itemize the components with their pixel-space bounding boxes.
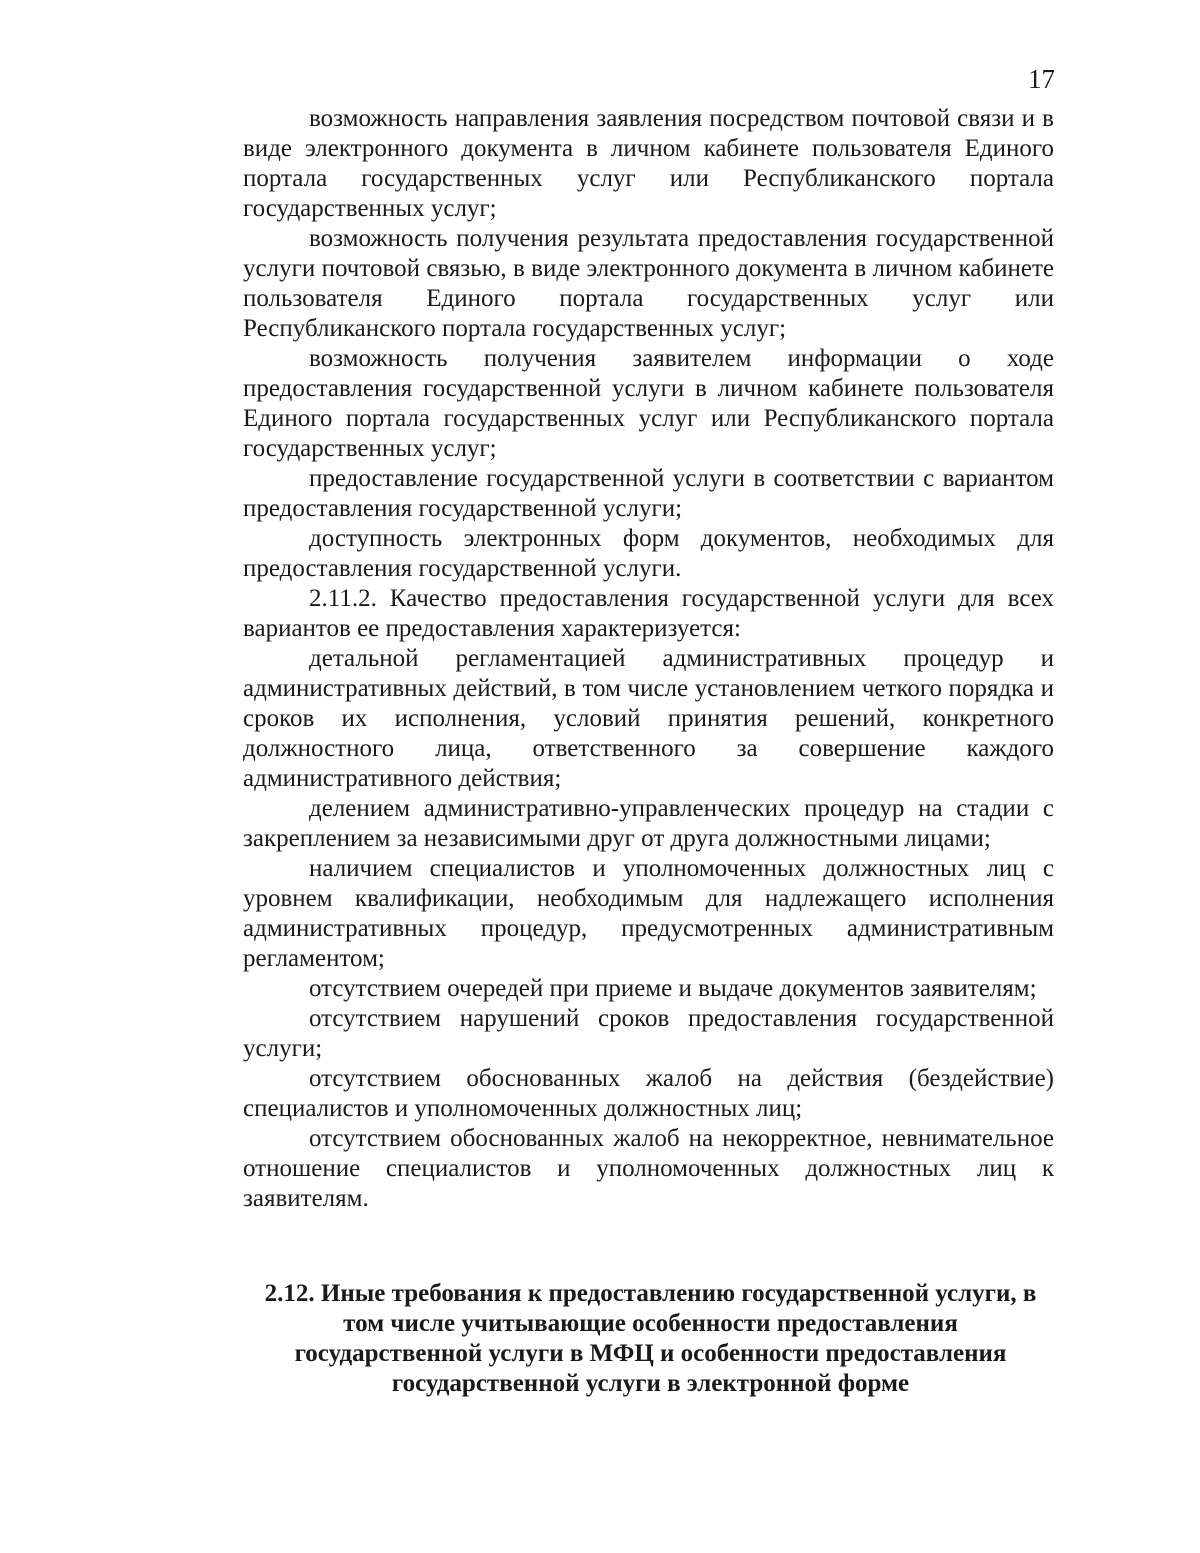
paragraph: детальной регламентацией административных процедур и административных действий, в том числе установлением четкого порядка и сроков их исполнения, условий принятия решений, конкретного должностного лица, ответственного за совершение каждого административного действия; [243,645,1054,792]
section-heading-line: государственной услуги в МФЦ и особенности предоставления [294,1340,1007,1367]
paragraph: наличием специалистов и уполномоченных должностных лиц с уровнем квалификации, необходимым для надлежащего исполнения административных процедур, предусмотренных административным регламентом; [243,855,1054,972]
paragraph: отсутствием обоснованных жалоб на некорректное, невнимательное отношение специалистов и уполномоченных должностных лиц к заявителям. [243,1125,1054,1212]
paragraph: предоставление государственной услуги в соответствии с вариантом предоставления государственной услуги; [243,465,1054,522]
paragraph: делением административно-управленческих процедур на стадии с закреплением за независимыми друг от друга должностными лицами; [243,795,1054,852]
paragraph: отсутствием обоснованных жалоб на действия (бездействие) специалистов и уполномоченных должностных лиц; [243,1065,1054,1122]
section-heading [243,1279,1058,1399]
paragraph: доступность электронных форм документов, необходимых для предоставления государственной услуги. [243,525,1054,582]
section-heading-line: том числе учитывающие особенности предоставления [343,1310,958,1337]
paragraph: возможность получения результата предоставления государственной услуги почтовой связью, в виде электронного документа в личном кабинете пользователя Единого портала государственных услуг или Республиканского портала государственных услуг; [243,225,1054,342]
paragraph: отсутствием очередей при приеме и выдаче документов заявителям; [309,975,1037,1002]
paragraph: возможность получения заявителем информации о ходе предоставления государственной услуги в личном кабинете пользователя Единого портала государственных услуг или Республиканского портала государственных услуг; [243,345,1054,462]
document-body [243,104,1054,1214]
section-heading-line: 2.12. Иные требования к предоставлению государственной услуги, в [264,1280,1037,1307]
paragraph: возможность направления заявления посредством почтовой связи и в виде электронного документа в личном кабинете пользователя Единого портала государственных услуг или Республиканского портала государственных услуг; [243,105,1054,222]
paragraph: 2.11.2. Качество предоставления государственной услуги для всех вариантов ее предоставления характеризуется: [243,585,1054,642]
paragraph: отсутствием нарушений сроков предоставления государственной услуги; [243,1005,1054,1062]
section-heading-line: государственной услуги в электронной форме [391,1370,910,1397]
page-number: 17 [1028,64,1055,94]
